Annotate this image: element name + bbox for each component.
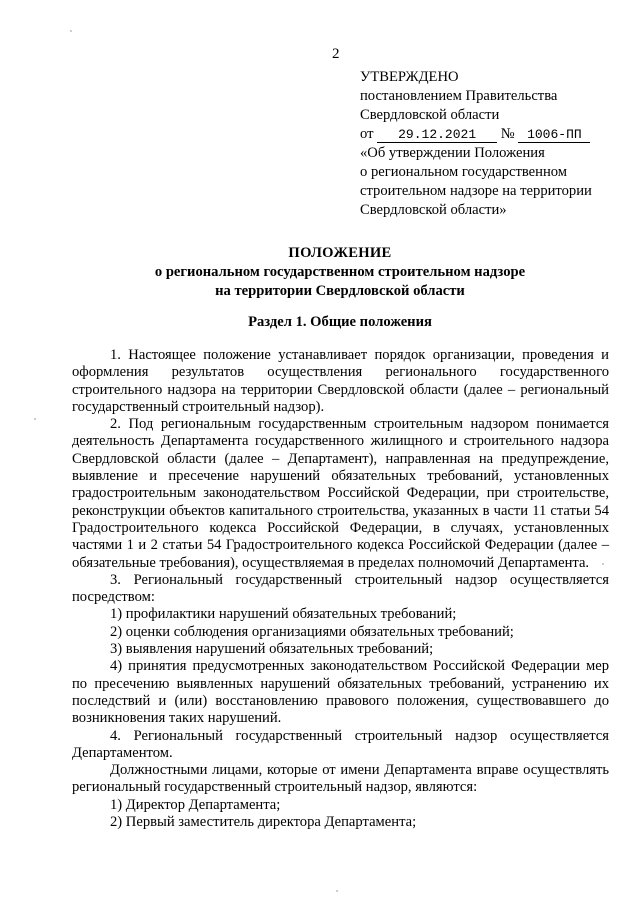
approval-line-2: Свердловской области <box>360 107 500 123</box>
paragraph-3-item: 1) профилактики нарушений обязательных требований; <box>110 606 457 623</box>
document-title-sub-2: на территории Свердловской области <box>215 283 465 299</box>
approval-quote-line: «Об утверждении Положения <box>360 145 545 161</box>
page-number: 2 <box>332 46 340 62</box>
paragraph-4: 4. Региональный государственный строительный надзор осуществляется Департаментом. <box>72 727 609 761</box>
approval-number: 1006-ПП <box>518 127 590 143</box>
approval-date-line <box>360 125 620 144</box>
section-title: Раздел 1. Общие положения <box>248 314 432 330</box>
approval-heading: УТВЕРЖДЕНО <box>360 69 459 85</box>
paragraph-5-item: 2) Первый заместитель директора Департамента; <box>110 814 417 831</box>
paragraph-3: 3. Региональный государственный строительный надзор осуществляется посредством: <box>72 571 609 606</box>
approval-line-1: постановлением Правительства <box>360 88 558 104</box>
approval-quote-line: Свердловской области» <box>360 202 507 218</box>
paragraph-1: 1. Настоящее положение устанавливает порядок организации, проведения и оформления результатов осуществления регионального государственного строительного надзора на территории Свердловской области (далее – региональный государственный строительный надзор). <box>72 347 609 415</box>
paragraph-3-item: 4) принятия предусмотренных законодательством Российской Федерации мер по пресечению выявленных нарушений обязательных требований, устранению их последствий и (или) восстановлению правового положения, существовавшего до возникновения таких нарушений. <box>72 658 609 727</box>
paragraph-3-item: 2) оценки соблюдения организациями обязательных требований; <box>110 623 514 640</box>
approval-quote-line: о региональном государственном <box>360 164 568 180</box>
scan-speck <box>34 418 36 420</box>
approval-date: 29.12.2021 <box>377 127 497 143</box>
scan-speck <box>70 30 72 32</box>
document-title <box>72 244 608 301</box>
paragraph-2: 2. Под региональным государственным строительным надзором понимается деятельность Департамента государственного жилищного и строительного надзора Свердловской области (далее – Департамент), направленная на предупреждение, выявление и пресечение нарушений обязательных требований, установленных градостроительным законодательством Российской Федерации, при строительстве, реконструкции объектов капитального строительства, указанных в части 11 статьи 54 Градостроительного кодекса Российской Федерации, в случаях, установленных частями 1 и 2 статьи 54 Градостроительного кодекса Российской Федерации (далее – обязательные требования), осуществляемая в пределах полномочий Департамента. <box>72 416 609 571</box>
approval-quote-line: строительном надзоре на территории <box>360 183 592 199</box>
paragraph-5: Должностными лицами, которые от имени Департамента вправе осуществлять региональный государственный строительный надзор, являются: <box>72 762 609 796</box>
document-title-sub-1: о региональном государственном строительном надзоре <box>154 264 526 280</box>
paragraph-3-item: 3) выявления нарушений обязательных требований; <box>110 641 434 658</box>
approval-block <box>360 68 620 220</box>
scan-speck <box>336 890 338 892</box>
document-title-main: ПОЛОЖЕНИЕ <box>288 245 392 261</box>
document-body <box>72 347 609 831</box>
approval-from-prefix: от <box>360 126 374 142</box>
paragraph-5-item: 1) Директор Департамента; <box>110 796 281 813</box>
approval-number-sign: № <box>500 126 515 142</box>
